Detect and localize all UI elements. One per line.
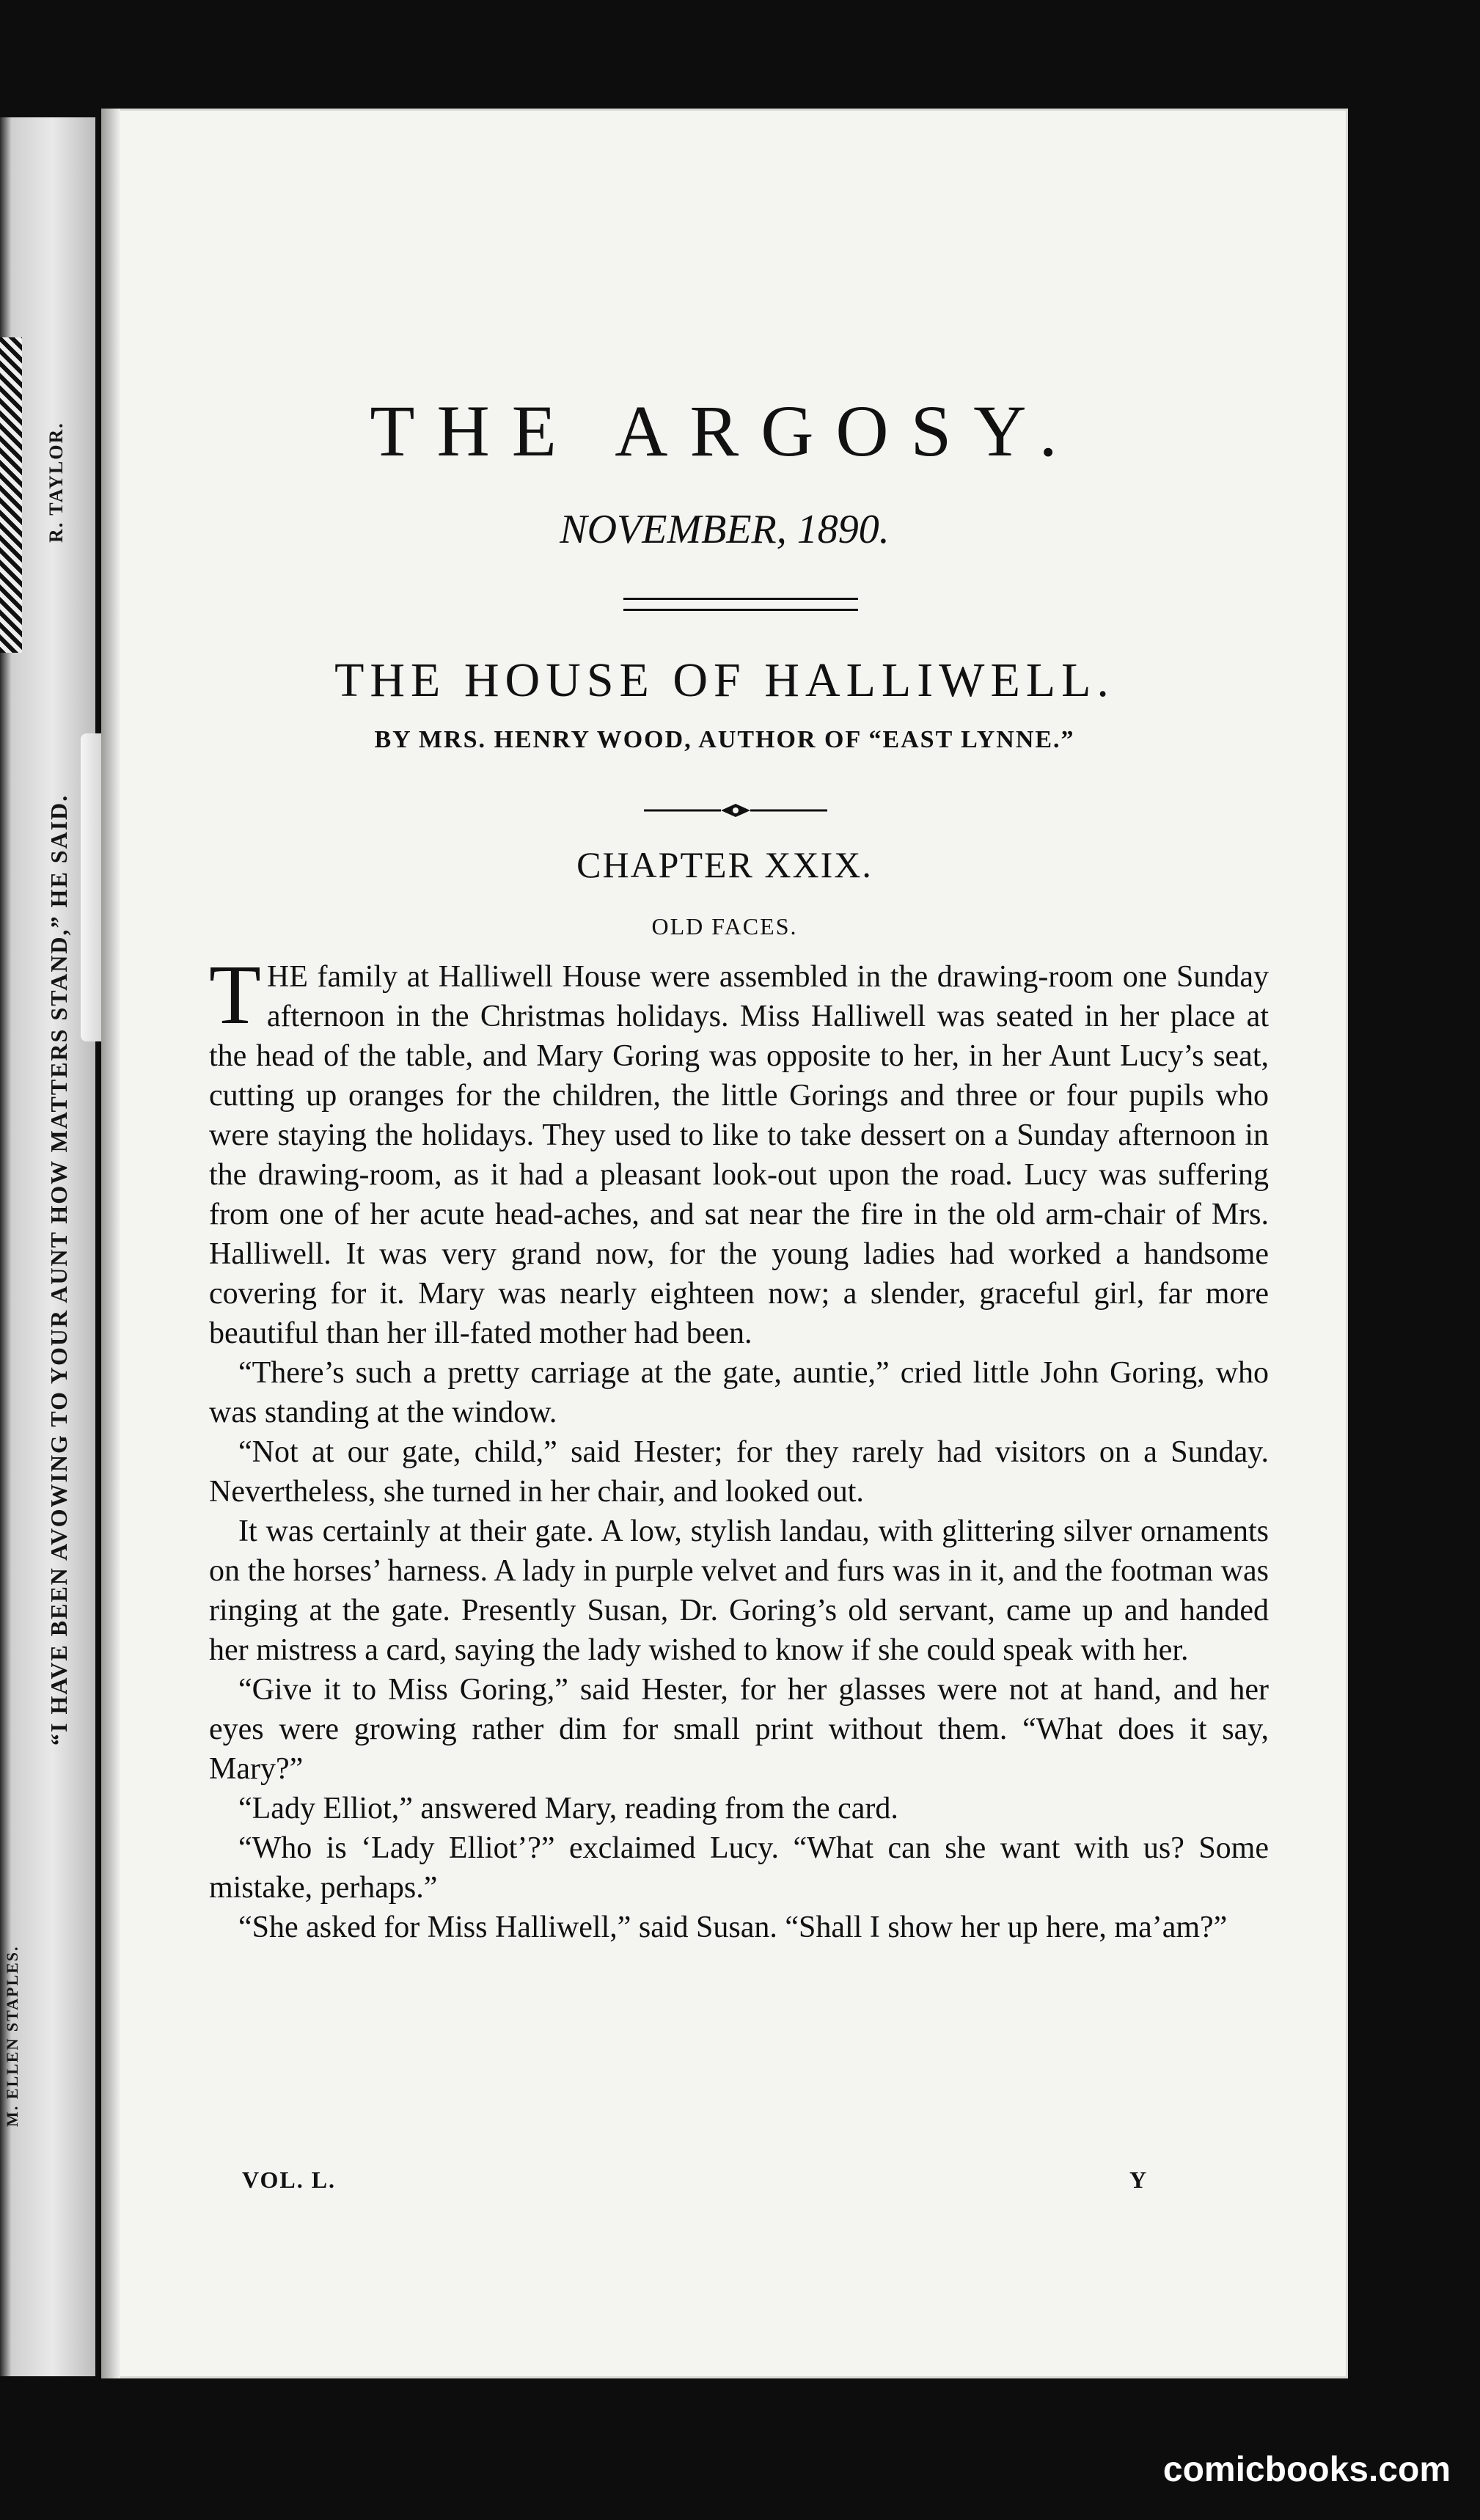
paragraph-4: It was certainly at their gate. A low, stylish landau, with glittering silver ornaments on the horses’ harness. A lady in purple velvet and furs was in it, and the footman was ringing at the gate. Presently Susan, Dr. Goring’s old servant, came up and handed her mistress a card, saying the lady wished to know if she could speak with her.: [209, 1514, 1269, 1667]
paragraph-6: “Lady Elliot,” answered Mary, reading from the card.: [238, 1792, 898, 1825]
drop-cap: T: [209, 948, 261, 1042]
title-rule: [623, 598, 858, 611]
paragraph-7: “Who is ‘Lady Elliot’?” exclaimed Lucy. “What can she want with us? Some mistake, perhaps.”: [209, 1831, 1269, 1905]
story-body: [209, 948, 1269, 1947]
paragraph-8: “She asked for Miss Halliwell,” said Susan. “Shall I show her up here, ma’am?”: [238, 1911, 1228, 1944]
footer-volume: VOL. L.: [242, 2166, 337, 2193]
watermark: comicbooks.com: [1162, 2450, 1451, 2489]
ornament-divider: [644, 799, 827, 821]
story-title: THE HOUSE OF HALLIWELL.: [334, 653, 1115, 707]
spine-illustration-edge: [0, 337, 22, 653]
spine-author-bottom: M. ELLEN STAPLES.: [3, 1945, 21, 2127]
spine-quote: “I HAVE BEEN AVOWING TO YOUR AUNT HOW MATTERS STAND,” HE SAID.: [45, 794, 72, 1746]
byline: BY MRS. HENRY WOOD, AUTHOR OF “EAST LYNNE.”: [374, 726, 1075, 753]
chapter-subtitle: OLD FACES.: [651, 913, 798, 939]
paragraph-3: “Not at our gate, child,” said Hester; for they rarely had visitors on a Sunday. Nevertheless, she turned in her chair, and looked out.: [209, 1435, 1269, 1509]
magazine-title: THE ARGOSY.: [370, 390, 1080, 472]
footer-signature: Y: [1129, 2166, 1147, 2193]
paragraph-5: “Give it to Miss Goring,” said Hester, for her glasses were not at hand, and her eyes were growing rather dim for small print without them. “What does it say, Mary?”: [209, 1673, 1269, 1786]
chapter-heading: CHAPTER XXIX.: [576, 844, 873, 885]
paragraph-1: THE family at Halliwell House were assembled in the drawing-room one Sunday afternoon in the Christmas holidays. Miss Halliwell was seated in her place at the head of the table, and Mary Goring was opposite to her, in her Aunt Lucy’s seat, cutting up oranges for the children, the little Gorings and three or four pupils who were staying the holidays. They used to like to take dessert on a Sunday afternoon in the drawing-room, as it had a pleasant look-out upon the road. Lucy was suffering from one of her acute head-aches, and sat near the fire in the old arm-chair of Mrs. Halliwell. It was very grand now, for the young ladies had worked a handsome covering for it. Mary was nearly eighteen now; a slender, graceful girl, far more beautiful than her ill-fated mother had been.: [209, 948, 1269, 1350]
spine-author-top: R. TAYLOR.: [45, 422, 67, 543]
paragraph-2: “There’s such a pretty carriage at the gate, auntie,” cried little John Goring, who was standing at the window.: [209, 1356, 1269, 1429]
issue-date: NOVEMBER, 1890.: [560, 507, 890, 552]
